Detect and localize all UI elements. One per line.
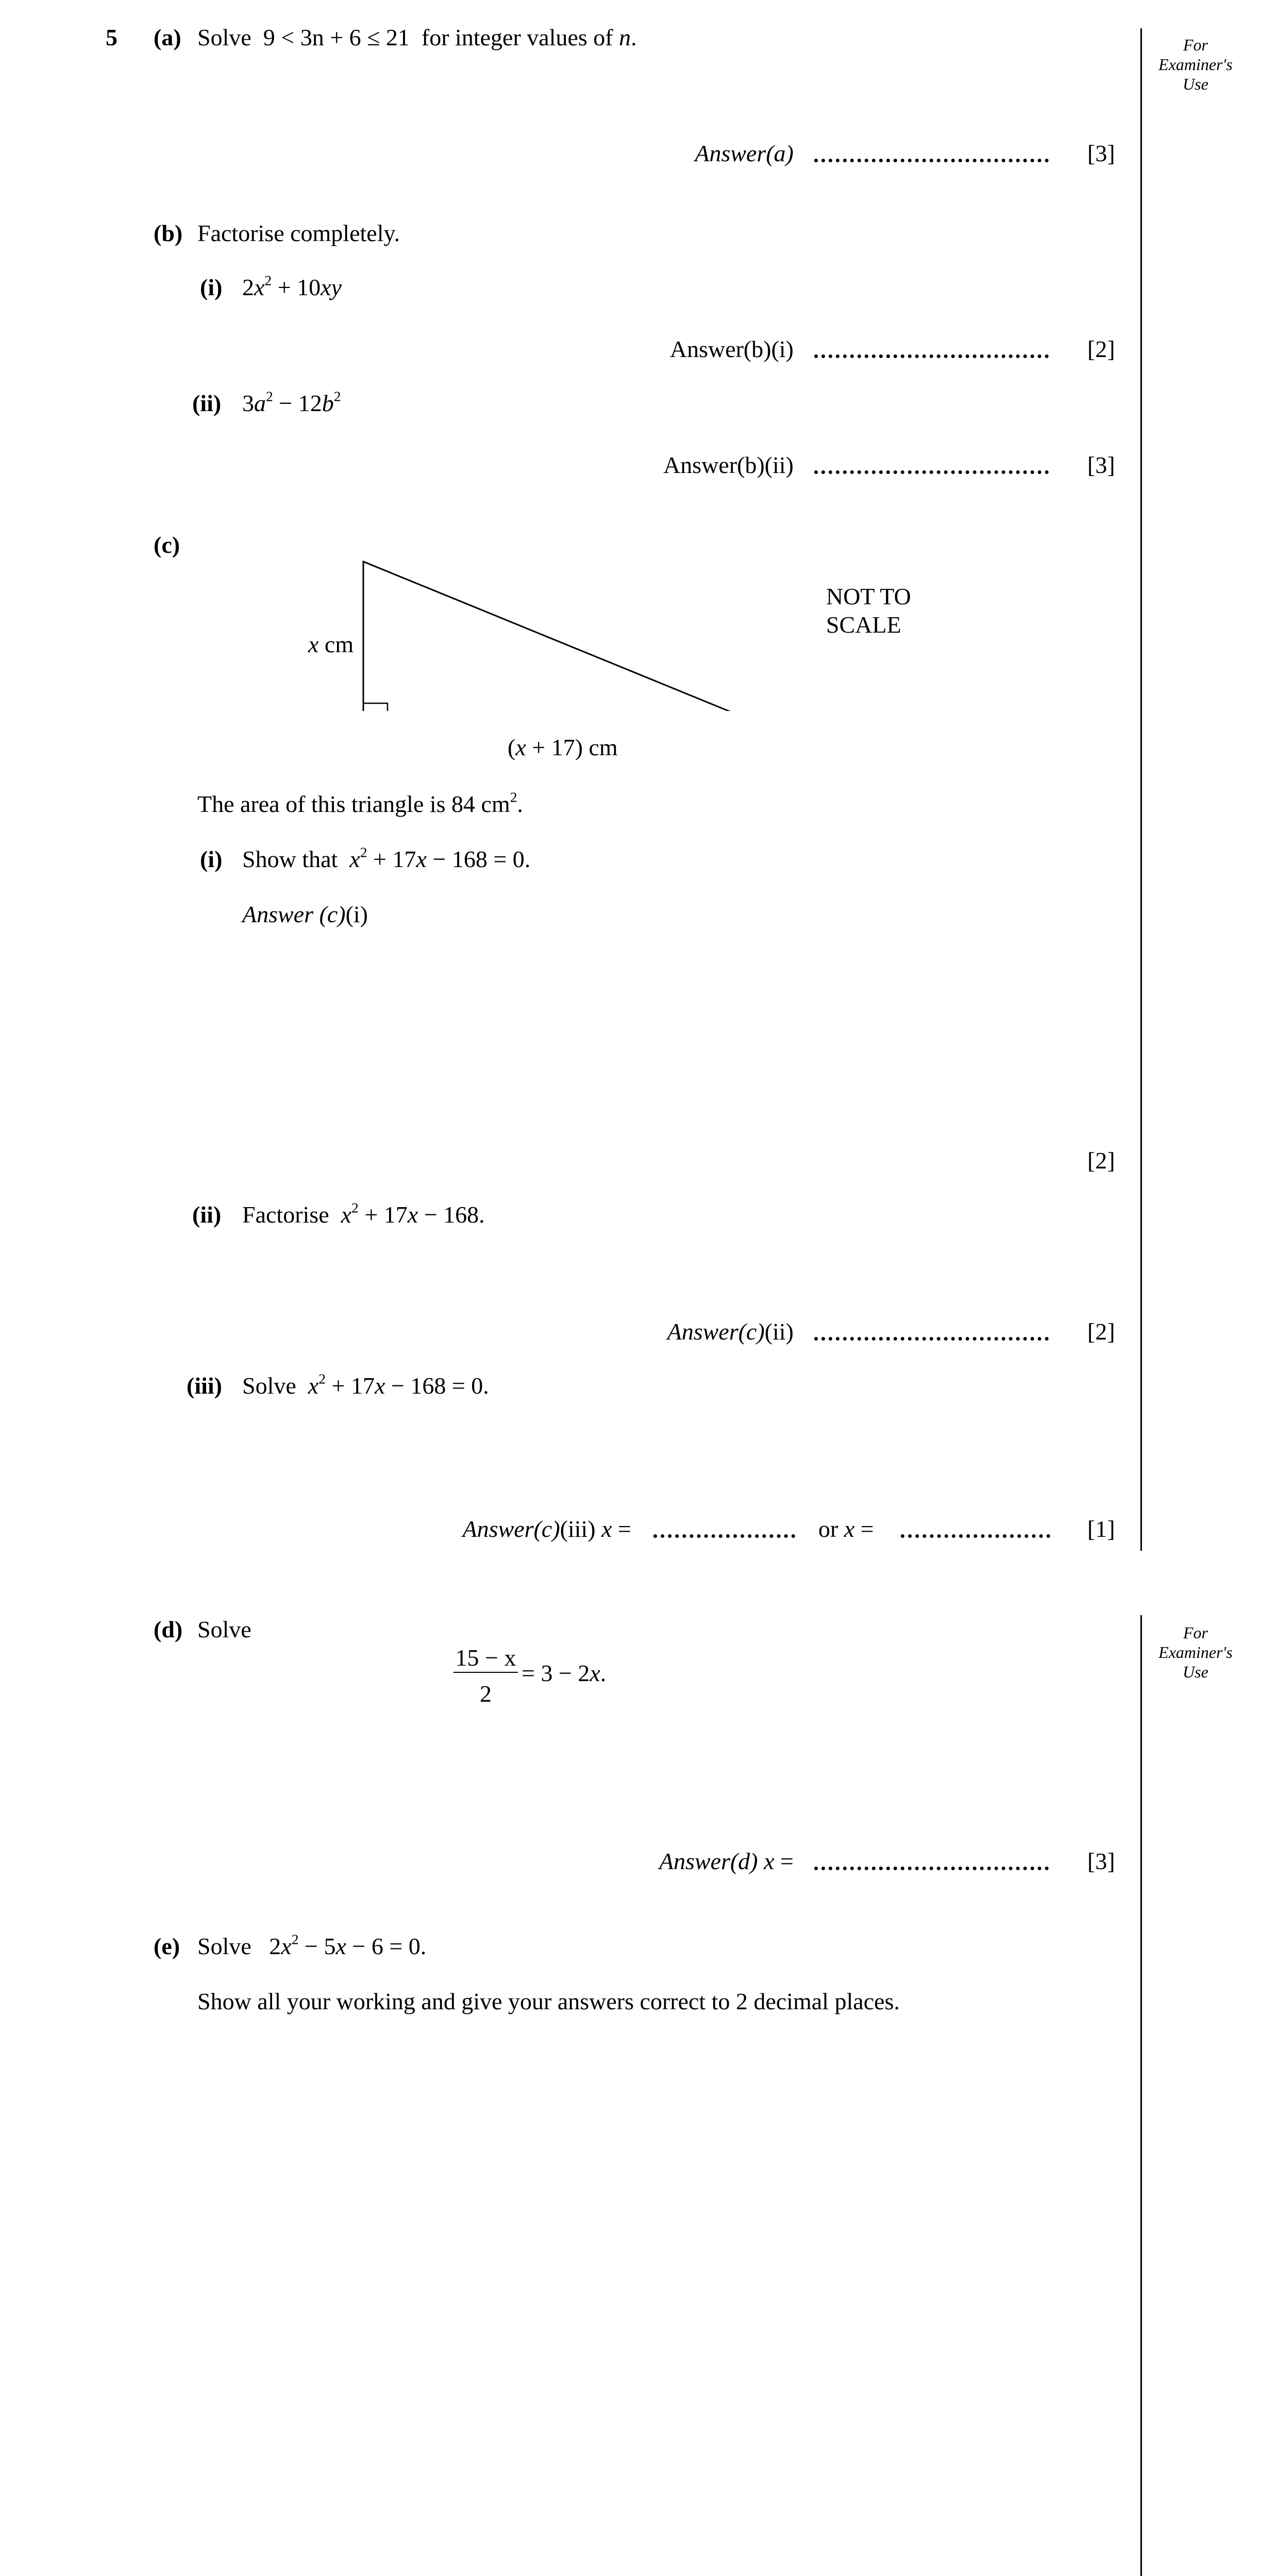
answer-b-i-label: Answer(b)(i) — [669, 336, 794, 362]
triangle-height-label: x cm — [308, 631, 354, 657]
part-d-marks: [3] — [1087, 1848, 1115, 1874]
part-c-iii-marks: [1] — [1087, 1516, 1115, 1542]
triangle-outline — [363, 562, 760, 711]
part-d-label: (d) — [154, 1616, 183, 1642]
part-c-i-prompt: Show that $x^2 + 17x - 168 = 0$. — [242, 844, 531, 872]
part-c-iii-label: (iii) — [187, 1372, 222, 1399]
answer-c-iii-line-2[interactable] — [901, 1534, 1050, 1538]
part-c-iii-prompt: Solve $x^2 + 17x - 168 = 0$. — [242, 1370, 489, 1399]
fraction-bar — [453, 1672, 518, 1673]
part-b-i-label: (i) — [200, 274, 223, 300]
answer-b-ii-label: Answer(b)(ii) — [663, 452, 794, 478]
triangle-base-label: (x + 17) cm — [508, 734, 618, 760]
part-d-prompt: Solve — [197, 1616, 251, 1642]
part-e-label: (e) — [154, 1933, 180, 1959]
part-b-ii-label: (ii) — [192, 390, 222, 416]
answer-d-label: Answer(d) x = — [659, 1848, 794, 1874]
answer-c-iii-label: Answer(c)(iii) x = — [462, 1516, 631, 1542]
part-c-i-label: (i) — [200, 846, 223, 872]
answer-c-i-label: Answer (c)(i) — [242, 901, 368, 927]
answer-c-iii-or: or x = — [818, 1516, 874, 1542]
part-c-ii-prompt: Factorise $x^2 + 17x - 168$. — [242, 1199, 485, 1228]
part-c-label: (c) — [154, 532, 180, 558]
part-b-ii-marks: [3] — [1087, 452, 1115, 478]
answer-d-line[interactable] — [814, 1867, 1049, 1870]
part-e-prompt: Solve $2x^2 - 5x - 6 = 0$. — [197, 1931, 427, 1959]
part-c-i-marks: [2] — [1087, 1147, 1115, 1174]
right-triangle-diagram — [0, 546, 1278, 711]
part-a-marks: [3] — [1087, 140, 1115, 166]
part-a-label: (a) — [154, 24, 181, 50]
examiner-margin-line-top — [1140, 28, 1142, 1551]
part-d-rhs: = 3 − 2x. — [522, 1660, 607, 1686]
answer-b-i-line[interactable] — [814, 354, 1049, 358]
examiner-margin-line-bottom — [1140, 1615, 1142, 2576]
area-statement: The area of this triangle is 84 $cm^2$. — [197, 789, 524, 817]
fraction-denominator: 2 — [480, 1681, 492, 1707]
part-a-prompt: Solve 9 < 3n + 6 ≤ 21 for integer values of n. — [197, 24, 637, 50]
right-angle-marker — [363, 703, 388, 711]
part-b-ii-expression: $3a^2 - 12b^2$ — [242, 388, 341, 416]
part-b-i-expression: $2x^2 + 10xy$ — [242, 272, 342, 300]
part-b-i-marks: [2] — [1087, 336, 1115, 362]
answer-c-iii-line-1[interactable] — [653, 1534, 795, 1538]
answer-c-ii-label: Answer(c)(ii) — [667, 1318, 794, 1345]
part-b-label: (b) — [154, 220, 183, 246]
part-b-prompt: Factorise completely. — [197, 220, 400, 246]
part-c-ii-label: (ii) — [192, 1201, 222, 1228]
examiner-use-label-bottom: For Examiner's Use — [1158, 1623, 1233, 1681]
question-number: 5 — [106, 24, 117, 50]
part-e-instruction: Show all your working and give your answers correct to 2 decimal places. — [197, 1988, 900, 2014]
fraction-numerator: 15 − x — [455, 1645, 516, 1671]
part-c-ii-marks: [2] — [1087, 1318, 1115, 1345]
answer-a-label: Answer(a) — [695, 140, 794, 166]
not-to-scale-note: NOT TO SCALE — [826, 583, 911, 638]
examiner-use-label-top: For Examiner's Use — [1158, 36, 1233, 93]
answer-c-ii-line[interactable] — [814, 1337, 1049, 1341]
answer-b-ii-line[interactable] — [814, 470, 1049, 474]
part-a-inequality: 9 < 3n + 6 ≤ 21 — [263, 24, 410, 50]
answer-a-line[interactable] — [814, 159, 1049, 162]
